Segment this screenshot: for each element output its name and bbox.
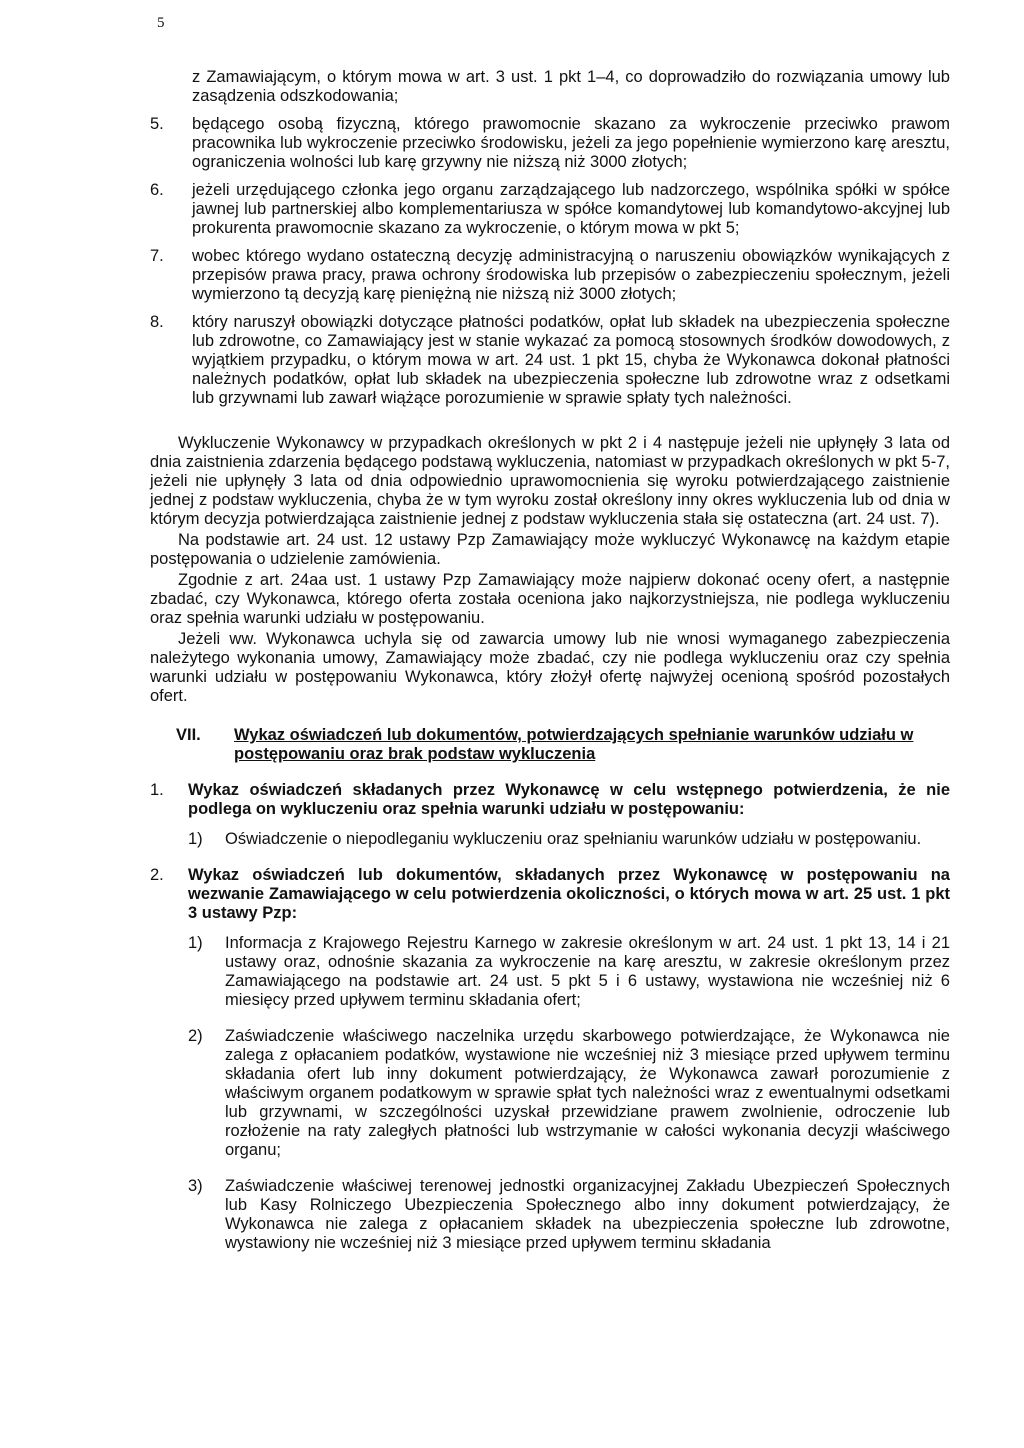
subsection-2-item-1 [188, 934, 950, 1010]
list-item-text: wobec którego wydano ostateczną decyzję administracyjną o naruszeniu obowiązków wynikających z przepisów prawa pracy, prawa ochrony środowiska lub przepisów o zabezpieczeniu społecznym, jeżeli wymierzono tą decyzją karę pieniężną nie niższą niż 3000 złotych; [192, 247, 950, 303]
list-item-6 [150, 181, 950, 238]
page-number: 5 [157, 15, 165, 31]
subsection-2-item-3 [188, 1177, 950, 1253]
subsection-1-item-1 [188, 830, 950, 849]
list-item-8 [150, 313, 950, 408]
paragraph-exclusion-period: Wykluczenie Wykonawcy w przypadkach określonych w pkt 2 i 4 następuje jeżeli nie upłynęły 3 lata od dnia zaistnienia zdarzenia będącego podstawą wykluczenia, natomiast w przypadkach określonych w pkt 5-7, jeżeli nie upłynęły 3 lata od dnia odpowiednio uprawomocnienia się wyroku potwierdzającego zaistnienie jednej z podstaw wykluczenia, chyba że w tym wyroku został określony inny okres wykluczenia lub od dnia w którym decyzja potwierdzająca zaistnienie jednej z podstaw wykluczenia stała się ostateczna (art. 24 ust. 7). [150, 434, 950, 528]
sub-item-number: 1) [188, 830, 203, 848]
intro-continuation: z Zamawiającym, o którym mowa w art. 3 ust. 1 pkt 1–4, co doprowadziło do rozwiązania umowy lub zasądzenia odszkodowania; [192, 68, 950, 105]
subsection-title: Wykaz oświadczeń składanych przez Wykonawcę w celu wstępnego potwierdzenia, że nie podlega on wykluczeniu oraz spełnia warunki udziału w postępowaniu: [188, 781, 950, 818]
list-item-7 [150, 247, 950, 304]
sub-item-text: Oświadczenie o niepodleganiu wykluczeniu oraz spełnianiu warunków udziału w postępowaniu. [225, 830, 922, 848]
sub-item-number: 1) [188, 934, 203, 952]
sub-item-text: Zaświadczenie właściwego naczelnika urzędu skarbowego potwierdzające, że Wykonawca nie zalega z opłacaniem podatków, wystawione nie wcześniej niż 3 miesiące przed upływem terminu składania ofert lub inny dokument potwierdzający, że Wykonawca zawarł porozumienie z właściwym organem podatkowym w sprawie spłat tych należności wraz z ewentualnymi odsetkami lub grzywnami, w szczególności uzyskał przewidziane prawem zwolnienie, odroczenie lub rozłożenie na raty zaległych płatności lub wstrzymanie w całości wykonania decyzji właściwego organu; [225, 1027, 950, 1159]
list-item-number: 5. [150, 115, 164, 133]
section-title: Wykaz oświadczeń lub dokumentów, potwierdzających spełnianie warunków udziału w postępowaniu oraz brak podstaw wykluczenia [234, 726, 914, 763]
subsection-2 [150, 866, 950, 923]
subsection-number: 2. [150, 866, 164, 884]
document-body [150, 68, 950, 1253]
sub-item-number: 3) [188, 1177, 203, 1195]
list-item-text: który naruszył obowiązki dotyczące płatności podatków, opłat lub składek na ubezpieczenia społeczne lub zdrowotne, co Zamawiający jest w stanie wykazać za pomocą stosownych środków dowodowych, z wyjątkiem przypadku, o którym mowa w art. 24 ust. 1 pkt 15, chyba że Wykonawca dokonał płatności należnych podatków, opłat lub składek na ubezpieczenia społeczne lub zdrowotne wraz z odsetkami lub grzywnami lub zawarł wiążące porozumienie w sprawie spłaty tych należności. [192, 313, 950, 407]
section-number: VII. [176, 726, 201, 744]
paragraph-art-24-12: Na podstawie art. 24 ust. 12 ustawy Pzp Zamawiający może wykluczyć Wykonawcę na każdym etapie postępowania o udzielenie zamówienia. [150, 531, 950, 568]
list-item-number: 7. [150, 247, 164, 265]
sub-item-text: Zaświadczenie właściwej terenowej jednostki organizacyjnej Zakładu Ubezpieczeń Społecznych lub Kasy Rolniczego Ubezpieczenia Społecznego albo inny dokument potwierdzający, że Wykonawca nie zalega z opłacaniem składek na ubezpieczenia społeczne lub zdrowotne, wystawiony nie wcześniej niż 3 miesiące przed upływem terminu składania [225, 1177, 950, 1252]
paragraph-offer-withdrawal: Jeżeli ww. Wykonawca uchyla się od zawarcia umowy lub nie wnosi wymaganego zabezpieczenia należytego wykonania umowy, Zamawiający może zbadać, czy nie podlega wykluczeniu oraz czy spełnia warunki udziału w postępowaniu Wykonawca, który złożył ofertę najwyżej ocenioną spośród pozostałych ofert. [150, 630, 950, 705]
section-heading [176, 726, 950, 764]
sub-item-text: Informacja z Krajowego Rejestru Karnego w zakresie określonym w art. 24 ust. 1 pkt 13, 14 i 21 ustawy oraz, odnośnie skazania za wykroczenie na karę aresztu, w zakresie określonym przez Zamawiającego na podstawie art. 24 ust. 5 pkt 5 i 6 ustawy, wystawiona nie wcześniej niż 6 miesięcy przed upływem terminu składania ofert; [225, 934, 950, 1009]
list-item-5 [150, 115, 950, 172]
subsection-title: Wykaz oświadczeń lub dokumentów, składanych przez Wykonawcę w postępowaniu na wezwanie Zamawiającego w celu potwierdzenia okoliczności, o których mowa w art. 25 ust. 1 pkt 3 ustawy Pzp: [188, 866, 950, 922]
list-item-text: jeżeli urzędującego członka jego organu zarządzającego lub nadzorczego, wspólnika spółki w spółce jawnej lub partnerskiej albo komplementariusza w spółce komandytowej lub komandytowo-akcyjnej lub prokurenta prawomocnie skazano za wykroczenie, o którym mowa w pkt 5; [192, 181, 950, 237]
list-item-text: będącego osobą fizyczną, którego prawomocnie skazano za wykroczenie przeciwko prawom pracownika lub wykroczenie przeciwko środowisku, jeżeli za jego popełnienie wymierzono karę aresztu, ograniczenia wolności lub karę grzywny nie niższą niż 3000 złotych; [192, 115, 950, 171]
list-item-number: 6. [150, 181, 164, 199]
paragraph-art-24aa: Zgodnie z art. 24aa ust. 1 ustawy Pzp Zamawiający może najpierw dokonać oceny ofert, a następnie zbadać, czy Wykonawca, którego oferta została oceniona jako najkorzystniejsza, nie podlega wykluczeniu oraz spełnia warunki udziału w postępowaniu. [150, 571, 950, 627]
subsection-2-item-2 [188, 1027, 950, 1160]
subsection-number: 1. [150, 781, 164, 799]
list-item-number: 8. [150, 313, 164, 331]
subsection-1 [150, 781, 950, 819]
sub-item-number: 2) [188, 1027, 203, 1045]
